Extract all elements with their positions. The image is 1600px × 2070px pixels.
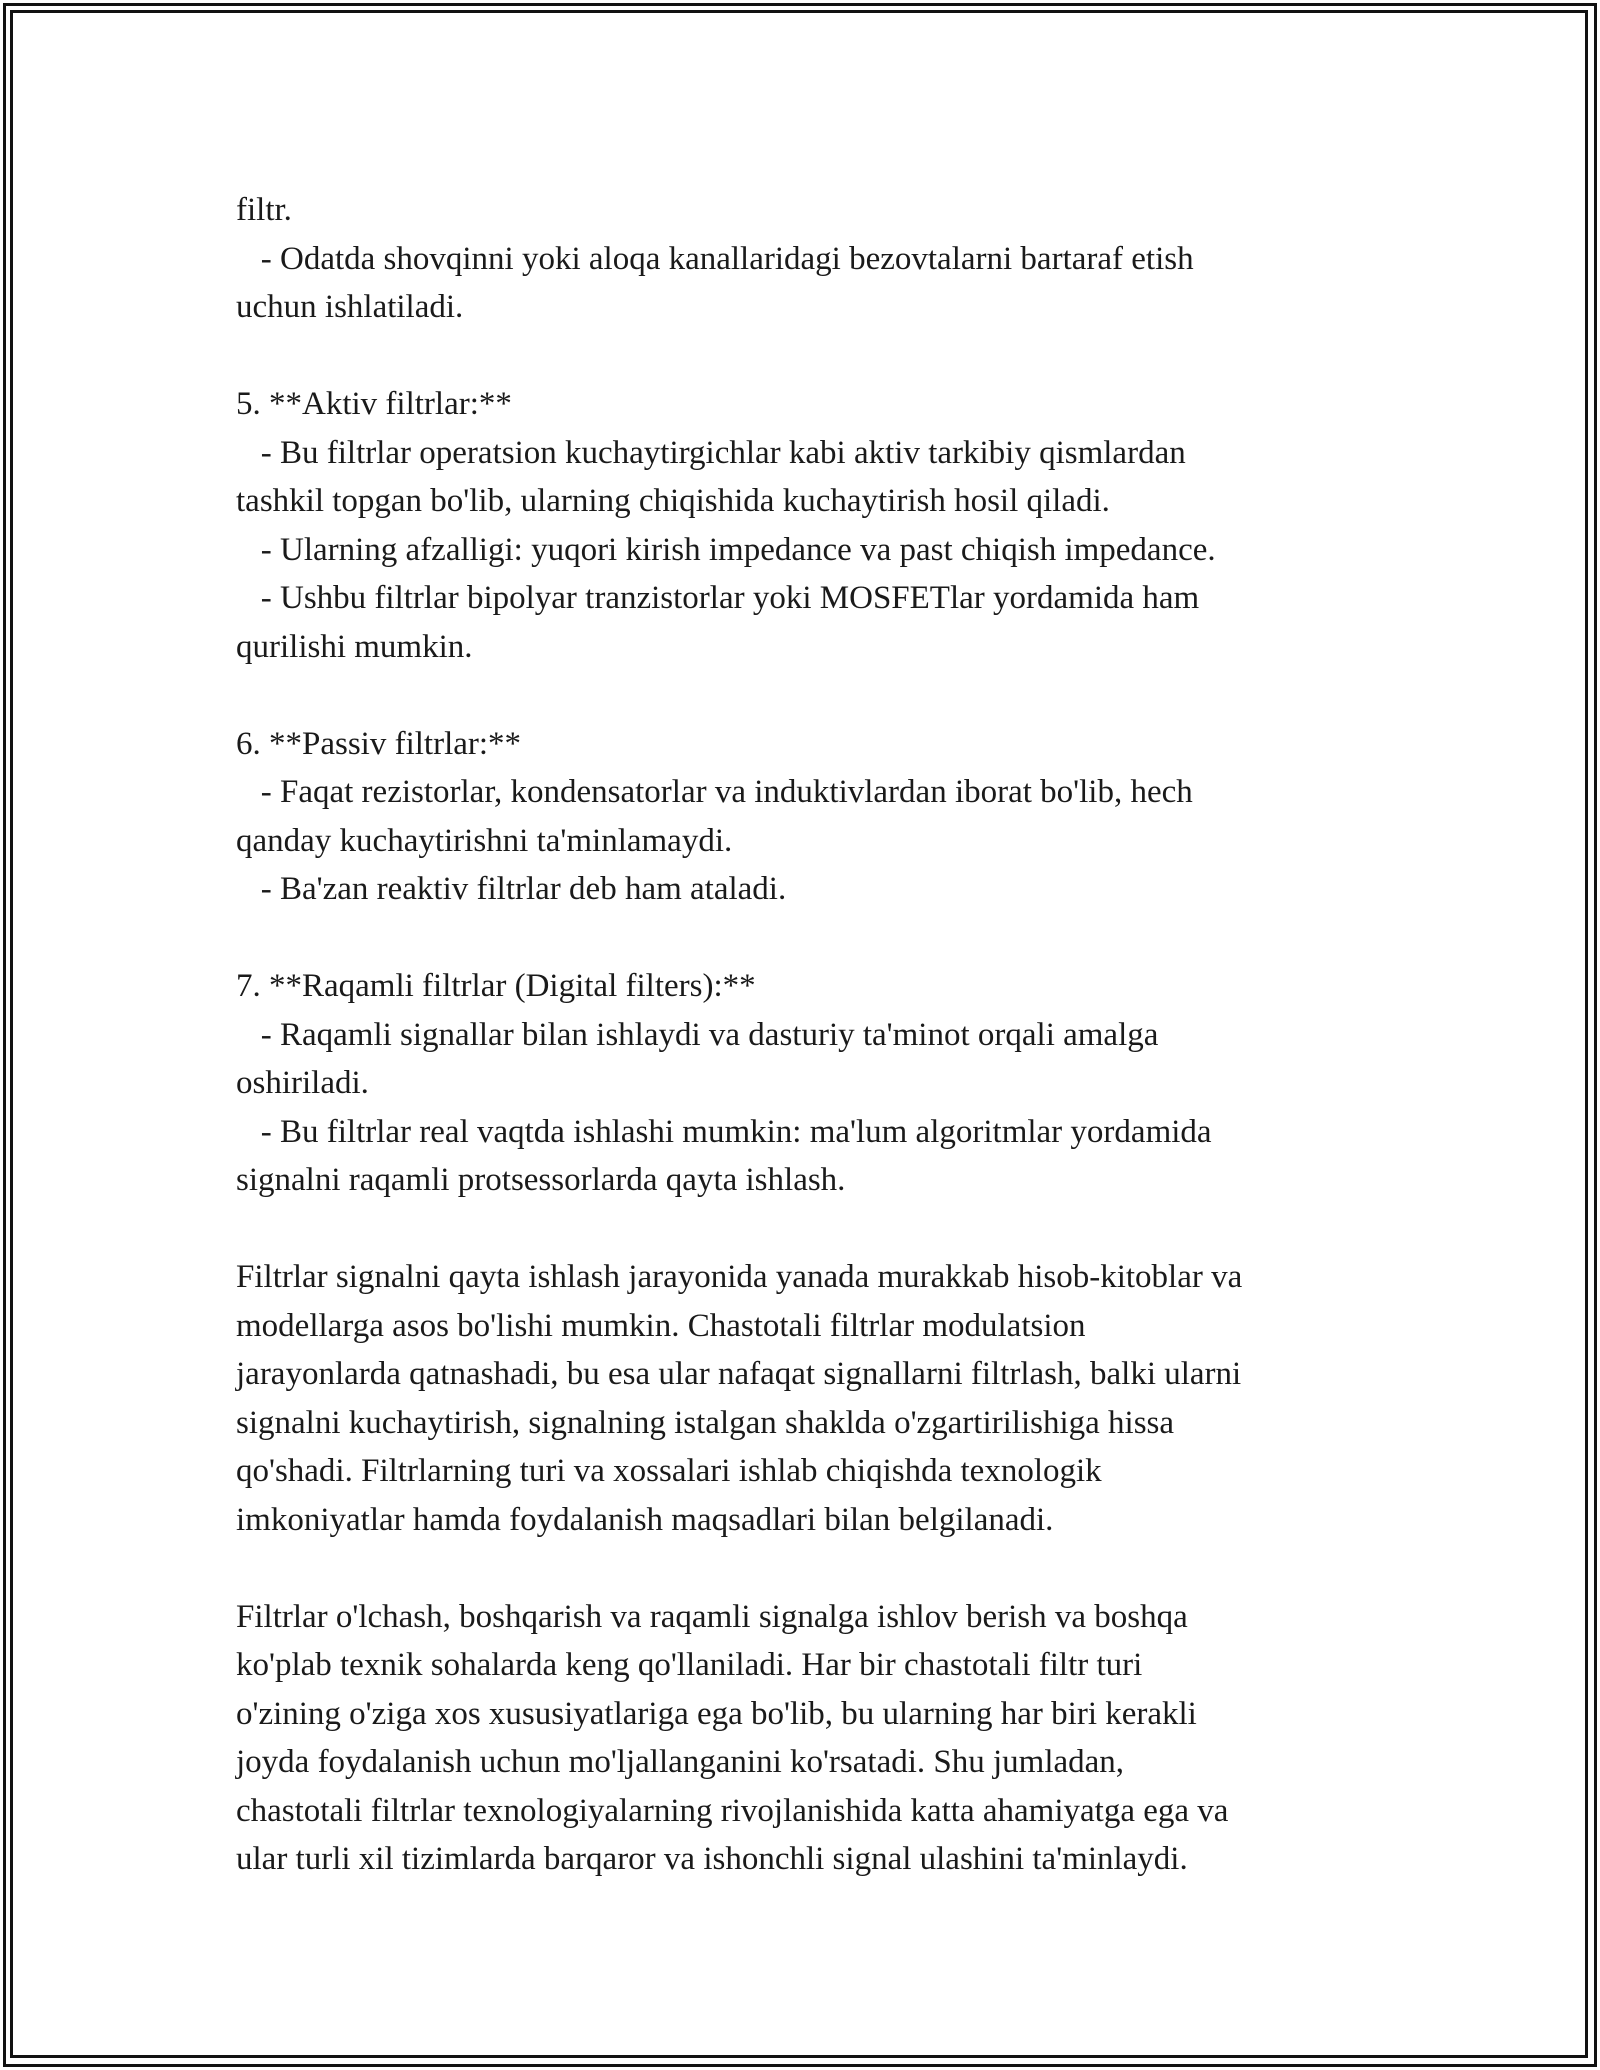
text-line: - Ba'zan reaktiv filtrlar deb ham ataladi. [236, 871, 787, 907]
text-line: imkoniyatlar hamda foydalanish maqsadlari bilan belgilanadi. [236, 1501, 1054, 1538]
paragraph-1 [236, 1253, 1376, 1544]
list-item-6 [236, 720, 1376, 914]
text-line: Filtrlar signalni qayta ishlash jarayonida yanada murakkab hisob-kitoblar va [236, 1259, 1243, 1295]
text-line: oshiriladi. [236, 1065, 369, 1101]
text-line: - Ularning afzalligi: yuqori kirish impedance va past chiqish impedance. [236, 531, 1216, 568]
text-line: signalni raqamli protsessorlarda qayta ishlash. [236, 1162, 846, 1198]
text-line: - Bu filtrlar real vaqtda ishlashi mumkin: ma'lum algoritmlar yordamida [236, 1113, 1212, 1150]
text-line: joyda foydalanish uchun mo'ljallanganini ko'rsatadi. Shu jumladan, [236, 1744, 1125, 1780]
text-line: jarayonlarda qatnashadi, bu esa ular nafaqat signallarni filtrlash, balki ularni [236, 1356, 1242, 1392]
text-line: modellarga asos bo'lishi mumkin. Chastotali filtrlar modulatsion [236, 1307, 1086, 1344]
blank-line [236, 1205, 1376, 1254]
text-line: signalni kuchaytirish, signalning istalgan shaklda o'zgartirilishiga hissa [236, 1404, 1175, 1441]
list-item-heading: 5. **Aktiv filtrlar:** [236, 386, 512, 422]
text-line: qo'shadi. Filtrlarning turi va xossalari ishlab chiqishda texnologik [236, 1453, 1102, 1489]
text-line: tashkil topgan bo'lib, ularning chiqishida kuchaytirish hosil qiladi. [236, 483, 1110, 519]
blank-line [236, 914, 1376, 963]
text-line: chastotali filtrlar texnologiyalarning rivojlanishida katta ahamiyatga ega va [236, 1792, 1229, 1829]
blank-line [236, 671, 1376, 720]
list-item-heading: 7. **Raqamli filtrlar (Digital filters):** [236, 968, 756, 1004]
list-item-heading: 6. **Passiv filtrlar:** [236, 725, 522, 762]
text-line: qanday kuchaytirishni ta'minlamaydi. [236, 822, 733, 859]
text-line: - Odatda shovqinni yoki aloqa kanallaridagi bezovtalarni bartaraf etish [236, 240, 1194, 277]
list-item-5 [236, 380, 1376, 671]
text-line: - Bu filtrlar operatsion kuchaytirgichlar kabi aktiv tarkibiy qismlardan [236, 434, 1186, 471]
text-line: - Ushbu filtrlar bipolyar tranzistorlar yoki MOSFETlar yordamida ham [236, 580, 1200, 616]
text-line: uchun ishlatiladi. [236, 289, 464, 325]
list-item-7 [236, 962, 1376, 1205]
text-line: Filtrlar o'lchash, boshqarish va raqamli signalga ishlov berish va boshqa [236, 1598, 1188, 1635]
text-line: ular turli xil tizimlarda barqaror va ishonchli signal ulashini ta'minlaydi. [236, 1841, 1188, 1877]
paragraph-2 [236, 1593, 1376, 1884]
text-line: o'zining o'ziga xos xususiyatlariga ega bo'lib, bu ularning har biri kerakli [236, 1695, 1197, 1732]
text-line: filtr. [236, 192, 292, 228]
blank-line [236, 1544, 1376, 1593]
document-body [236, 186, 1376, 1884]
list-item-4-continuation [236, 186, 1376, 332]
text-line: qurilishi mumkin. [236, 628, 473, 665]
blank-line [236, 332, 1376, 381]
text-line: - Raqamli signallar bilan ishlaydi va dasturiy ta'minot orqali amalga [236, 1016, 1159, 1053]
text-line: - Faqat rezistorlar, kondensatorlar va induktivlardan iborat bo'lib, hech [236, 774, 1193, 810]
text-line: ko'plab texnik sohalarda keng qo'llaniladi. Har bir chastotali filtr turi [236, 1647, 1143, 1683]
